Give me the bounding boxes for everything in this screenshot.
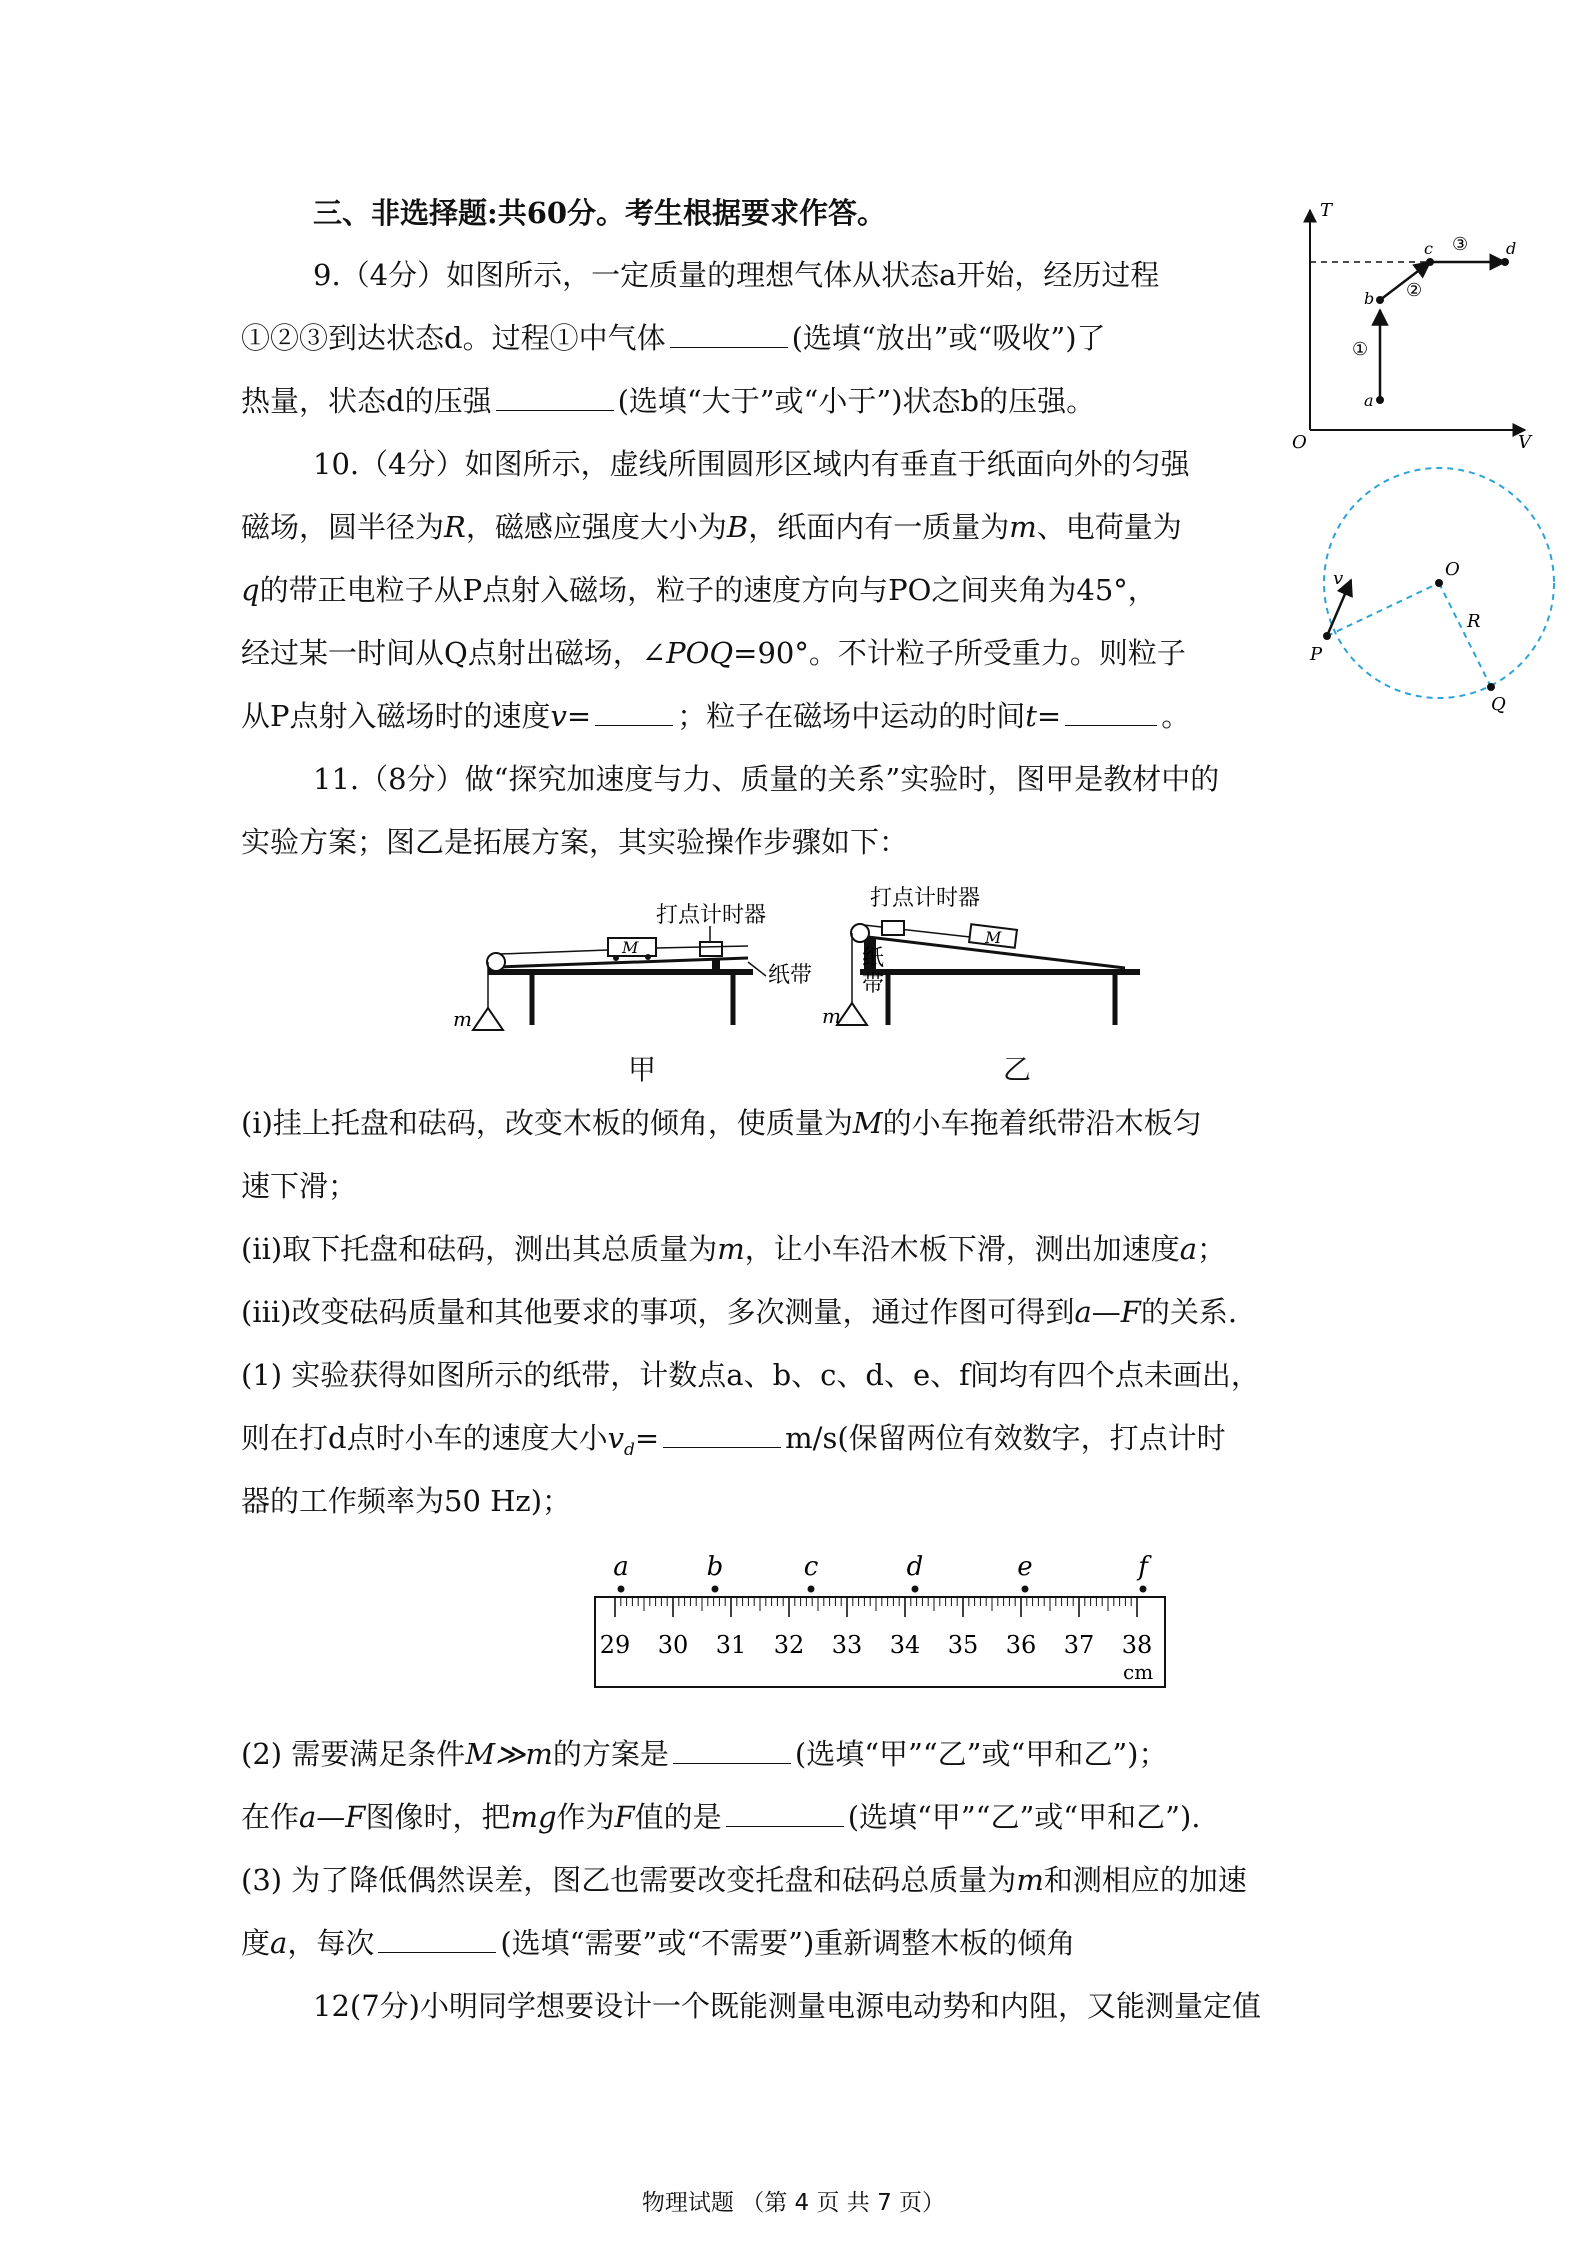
q11-text: 和测相应的加速 [1043, 1863, 1247, 1897]
mass-M-label-a: M [622, 938, 639, 957]
q10-var-q: q [241, 573, 260, 607]
process-2-line [1380, 262, 1430, 300]
q11-text: (ⅲ)改变砝码质量和其他要求的事项，多次测量，通过作图可得到 [241, 1295, 1075, 1329]
point-q-label: Q [1491, 694, 1506, 715]
q10-line-1: 10.（4分）如图所示，虚线所围圆形区域内有垂直于纸面向外的匀强 [313, 447, 1190, 481]
q11-text: 的小车拖着纸带沿木板匀 [882, 1106, 1202, 1140]
page-footer: 物理试题 （第 4 页 共 7 页） [641, 2190, 946, 2216]
q11-text: 在作 [241, 1800, 300, 1834]
q9-line-3 [241, 381, 1095, 421]
q11-var: a [270, 1926, 288, 1960]
point-q-dot [1487, 683, 1495, 691]
state-a-label: a [1364, 391, 1374, 410]
v-axis-label: V [1518, 432, 1531, 450]
q11-text: (选填“甲”“乙”或“甲和乙”). [847, 1800, 1201, 1834]
q11-blank-3[interactable] [726, 1800, 844, 1827]
q11-text: (3) 为了降低偶然误差，图乙也需要改变托盘和砝码总质量为 [241, 1863, 1017, 1897]
q9-line-3-b: (选填“大于”或“小于”)状态b的压强。 [617, 384, 1096, 418]
state-b-label: b [1364, 289, 1375, 308]
magnetic-field-diagram [1303, 460, 1563, 720]
tape-ruler-diagram [585, 1545, 1185, 1695]
q10-text: 的带正电粒子从P点射入磁场，粒子的速度方向与PO之间夹角为45°， [259, 573, 1157, 607]
q11-text: ； [1197, 1232, 1227, 1266]
q11-var: m [1016, 1863, 1044, 1897]
q11-part-2-b [241, 1797, 1201, 1837]
apparatus-a-diagram [448, 890, 848, 1070]
tape-point-dot [808, 1586, 815, 1593]
tape-point-dot [618, 1586, 625, 1593]
tape-point-dot [712, 1586, 719, 1593]
tape-points [613, 1552, 1152, 1593]
q11-var: a—F [299, 1800, 366, 1834]
point-o-label: O [1445, 559, 1460, 580]
q11-part-1-b [241, 1418, 1226, 1470]
q10-var-v: v [550, 699, 567, 733]
q10-line-5 [241, 696, 1190, 736]
state-b-dot [1376, 296, 1384, 304]
state-d-label: d [1506, 239, 1517, 258]
q11-text: (选填“需要”或“不需要”)重新调整木板的倾角 [500, 1926, 1076, 1960]
q10-angle: ∠POQ [641, 636, 734, 670]
q10-line-2 [241, 507, 1182, 547]
q11-text: 的方案是 [552, 1737, 669, 1771]
q11-var: M [852, 1106, 883, 1140]
q11-text: 作为 [556, 1800, 615, 1834]
ruler-tick-label: 38 [1121, 1631, 1153, 1659]
state-c-dot [1426, 258, 1434, 266]
process-1-label: ① [1352, 339, 1369, 360]
cart-wheel [613, 955, 619, 961]
q11-text: (选填“甲”“乙”或“甲和乙”)； [794, 1737, 1168, 1771]
ruler-tick-label: 35 [947, 1631, 979, 1659]
support-block-a [712, 958, 720, 972]
tape-point-label: d [906, 1552, 924, 1582]
ruler-unit: cm [1123, 1660, 1154, 1684]
q11-text: 度 [241, 1926, 271, 1960]
q9-blank-1[interactable] [670, 321, 788, 348]
q10-text: ，磁感应强度大小为 [465, 510, 727, 544]
timer-a [700, 942, 722, 956]
q11-part-3-a [241, 1860, 1247, 1900]
q11-subscript: d [623, 1439, 635, 1460]
q10-text: 、电荷量为 [1036, 510, 1182, 544]
q10-line-3 [241, 570, 1157, 610]
q11-var: M≫m [465, 1737, 553, 1771]
q9-blank-2[interactable] [496, 384, 614, 411]
velocity-label: v [1333, 568, 1344, 589]
q10-text: = [1036, 699, 1062, 733]
q11-text: (ⅰ)挂上托盘和砝码，改变木板的倾角，使质量为 [241, 1106, 853, 1140]
q11-line-2: 实验方案；图乙是拓展方案，其实验操作步骤如下： [241, 825, 909, 859]
string-b [864, 925, 970, 937]
q11-part-1-a: (1) 实验获得如图所示的纸带，计数点a、b、c、d、e、f间均有四个点未画出， [241, 1358, 1260, 1392]
q11-text: (2) 需要满足条件 [241, 1737, 466, 1771]
tape-a [656, 946, 748, 948]
q10-text: 。 [1161, 699, 1191, 733]
q11-text: 值的是 [634, 1800, 722, 1834]
q10-var-r: R [444, 510, 466, 544]
q11-blank-2[interactable] [673, 1737, 791, 1764]
tape-label-b1: 纸 [862, 946, 885, 971]
cart-wheel [645, 954, 651, 960]
ruler-tick-label: 31 [715, 1631, 747, 1659]
q11-var: F [614, 1800, 635, 1834]
state-a-dot [1376, 396, 1384, 404]
q11-var: mg [510, 1800, 557, 1834]
tape-point-label: a [613, 1552, 629, 1582]
q11-var: a [1179, 1232, 1197, 1266]
q10-blank-1[interactable] [595, 699, 673, 726]
timer-label-b: 打点计时器 [870, 886, 981, 911]
q11-part-3-b [241, 1923, 1075, 1963]
origin-label: O [1292, 432, 1307, 450]
section-title: 三、非选择题:共60分。考生根据要求作答。 [313, 196, 887, 230]
ruler-tick-label: 30 [657, 1631, 689, 1659]
q11-part-1-c: 器的工作频率为50 Hz)； [241, 1484, 572, 1518]
apparatus-b-caption: 乙 [1003, 1053, 1032, 1086]
apparatus-a-caption: 甲 [628, 1053, 657, 1086]
q11-part-2-a [241, 1734, 1167, 1774]
q10-var-b: B [726, 510, 749, 544]
state-d-dot [1501, 258, 1509, 266]
q11-step-1 [241, 1103, 1202, 1143]
q11-step-2 [241, 1229, 1226, 1269]
timer-label-a: 打点计时器 [656, 903, 767, 928]
q11-text: 图像时，把 [365, 1800, 511, 1834]
tape-label-a: 纸带 [768, 963, 813, 988]
point-p-dot [1323, 632, 1331, 640]
q11-text: (ⅱ)取下托盘和砝码，测出其总质量为 [241, 1232, 718, 1266]
mass-m-label-a: m [453, 1007, 472, 1031]
q11-text: ，让小车沿木板下滑，测出加速度 [744, 1232, 1180, 1266]
ruler-tick-label: 33 [831, 1631, 863, 1659]
q10-text: ；粒子在磁场中运动的时间 [677, 699, 1026, 733]
q10-text: ，纸面内有一质量为 [748, 510, 1010, 544]
q10-blank-2[interactable] [1065, 699, 1157, 726]
tape-point-dot [1022, 1586, 1029, 1593]
tape-point-label: e [1017, 1552, 1033, 1582]
tv-process-diagram [1290, 200, 1540, 450]
ruler-tick-label: 37 [1063, 1631, 1095, 1659]
q11-var: a [1074, 1295, 1092, 1329]
tape-point-dot [1140, 1586, 1147, 1593]
tape-point-label: c [803, 1552, 819, 1582]
q11-text: 则在打d点时小车的速度大小 [241, 1421, 608, 1455]
q10-text: 磁场，圆半径为 [241, 510, 445, 544]
q11-blank-1[interactable] [663, 1421, 781, 1448]
ruler-tick-label: 34 [889, 1631, 921, 1659]
q9-line-1: 9.（4分）如图所示，一定质量的理想气体从状态a开始，经历过程 [313, 258, 1160, 292]
point-p-label: P [1310, 644, 1323, 665]
hanger-a [473, 1008, 503, 1030]
q9-line-2-a: ①②③到达状态d。过程①中气体 [241, 321, 666, 355]
board-a [498, 958, 748, 967]
ruler-tick-label: 36 [1005, 1631, 1037, 1659]
ruler-tick-label: 32 [773, 1631, 805, 1659]
q11-blank-4[interactable] [378, 1926, 496, 1953]
q9-line-2-b: (选填“放出”或“吸收”)了 [791, 321, 1106, 355]
mass-M-label-b: M [985, 928, 1002, 947]
pulley-b [851, 924, 869, 942]
q10-text: =90°。不计粒子所受重力。则粒子 [733, 636, 1186, 670]
tape-point-dot [912, 1586, 919, 1593]
string-a [500, 950, 608, 954]
q9-line-2 [241, 318, 1106, 358]
t-axis-label: T [1320, 200, 1333, 221]
q10-var-m: m [1009, 510, 1037, 544]
radius-po [1327, 583, 1439, 636]
hanger-b [837, 1003, 867, 1025]
apparatus-b-diagram [820, 875, 1150, 1065]
point-o-dot [1435, 579, 1443, 587]
q11-text: = [634, 1421, 660, 1455]
process-2-label: ② [1406, 280, 1423, 301]
q12-line-1: 12(7分)小明同学想要设计一个既能测量电源电动势和内阻，又能测量定值 [313, 1989, 1261, 2023]
q11-var: v [607, 1421, 624, 1455]
q11-step-3 [241, 1292, 1237, 1332]
mass-m-label-b: m [822, 1004, 841, 1028]
process-3-label: ③ [1452, 234, 1469, 255]
tape-point-label: b [706, 1552, 724, 1582]
pulley-a [487, 953, 505, 971]
q11-var: F [1120, 1295, 1141, 1329]
state-c-label: c [1424, 239, 1433, 258]
q10-text: 从P点射入磁场时的速度 [241, 699, 551, 733]
q10-text: = [566, 699, 592, 733]
q11-line-1: 11.（8分）做“探究加速度与力、质量的关系”实验时，图甲是教材中的 [313, 762, 1220, 796]
q10-text: 经过某一时间从Q点射出磁场， [241, 636, 642, 670]
radius-label: R [1467, 611, 1481, 632]
q10-line-4 [241, 633, 1186, 673]
radius-oq [1439, 583, 1491, 687]
q11-text: ，每次 [287, 1926, 375, 1960]
tape-label-b2: 带 [862, 972, 885, 997]
ruler-tick-label: 29 [599, 1631, 631, 1659]
q11-text: — [1091, 1295, 1121, 1329]
q11-text: 的关系. [1140, 1295, 1238, 1329]
timer-b [882, 921, 904, 935]
q9-line-3-a: 热量，状态d的压强 [241, 384, 492, 418]
q11-var: m [717, 1232, 745, 1266]
q11-text: m/s(保留两位有效数字，打点计时 [785, 1421, 1226, 1455]
tape-point-label: f [1138, 1552, 1148, 1582]
q10-var-t: t [1025, 699, 1037, 733]
q11-step-1-cont: 速下滑； [241, 1169, 358, 1203]
